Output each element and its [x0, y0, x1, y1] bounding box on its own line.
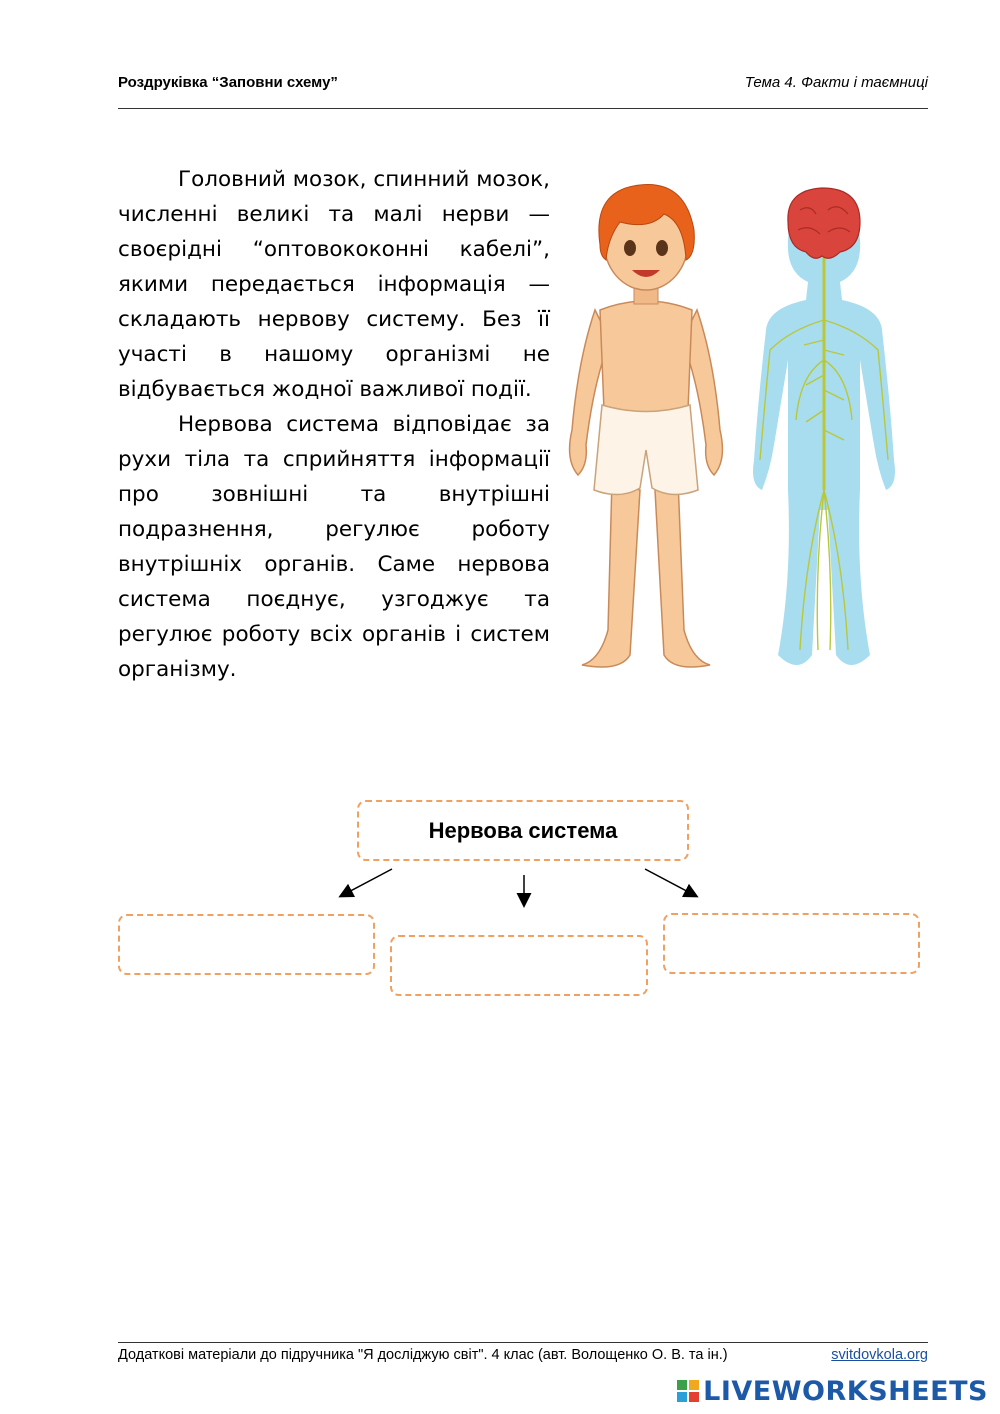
answer-box-right[interactable] [663, 913, 920, 974]
diagram-main-box: Нервова система [357, 800, 689, 861]
footer-link[interactable]: svitdovkola.org [831, 1347, 928, 1363]
paragraph-1: Головний мозок, спинний мозок, численні великі та малі нерви — своєрідні “оптовококонні кабелі”, якими передається інформація — складають нервову систему. Без її участі в нашому організмі не відбувається жодної важливої події. [118, 167, 550, 402]
nervous-system-figure [753, 188, 895, 665]
liveworksheets-logo [677, 1374, 988, 1408]
header-divider [118, 108, 928, 109]
header-topic: Тема 4. Факти і таємниці [744, 74, 928, 91]
arrow-left [341, 869, 392, 896]
liveworksheets-wordmark: LIVEWORKSHEETS [703, 1375, 988, 1407]
arrow-right [645, 869, 696, 896]
answer-box-left[interactable] [118, 914, 375, 975]
body-text [118, 162, 550, 687]
boy-figure [570, 185, 723, 667]
footer-source: Додаткові матеріали до підручника "Я досліджую світ". 4 клас (авт. Волощенко О. В. та ін.) [118, 1347, 728, 1363]
footer-divider [118, 1342, 928, 1343]
body-illustration [560, 160, 900, 680]
liveworksheets-grid-icon [677, 1380, 699, 1402]
paragraph-2: Нервова система відповідає за рухи тіла та сприйняття інформації про зовнішні та внутрішні подразнення, регулює роботу внутрішніх органів. Саме нервова система поєднує, узгоджує та регулює роботу всіх органів і систем організму. [118, 412, 550, 682]
answer-box-middle[interactable] [390, 935, 648, 996]
header-title: Роздруківка “Заповни схему” [118, 74, 338, 91]
